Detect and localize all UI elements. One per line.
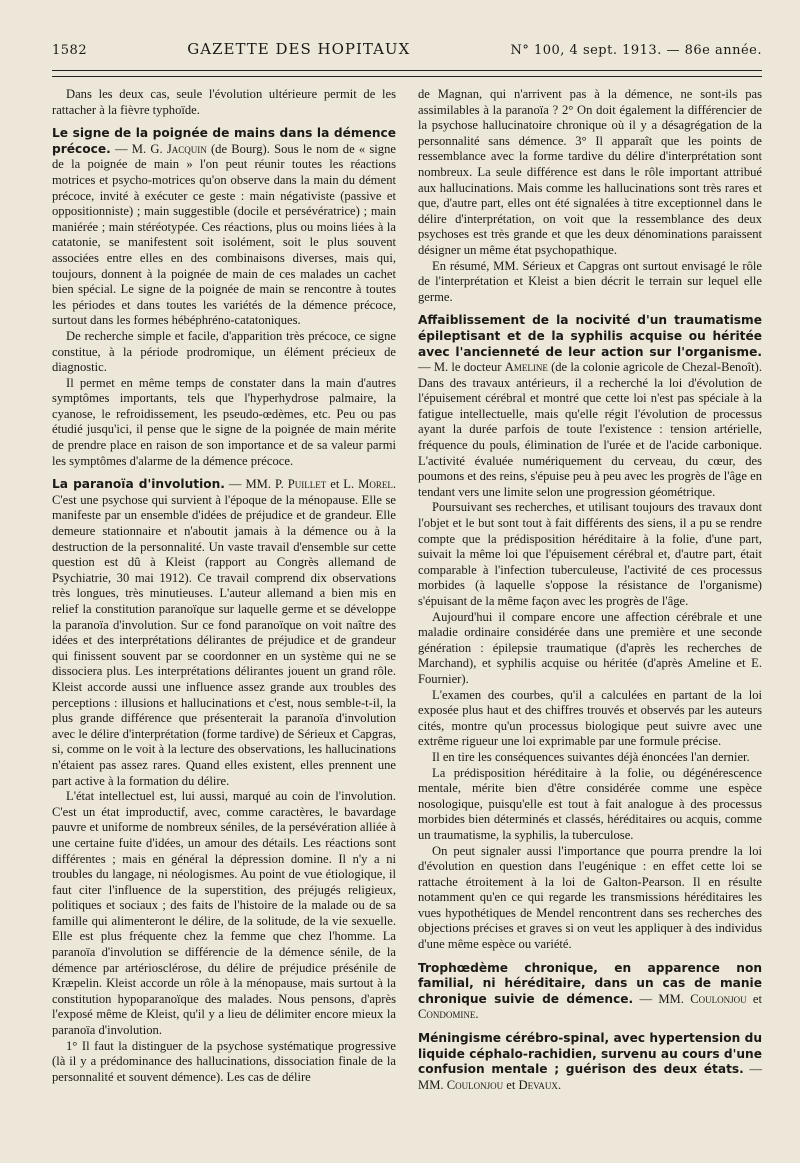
page-header [52,40,762,64]
author-prefix: — MM. [633,991,691,1006]
author-name: Jacquin [166,141,207,156]
section-paranoia-involution [52,477,396,789]
paragraph: La prédisposition héréditaire à la folie, ou dégénérescence mentale, mérite bien d'être considérée comme une espèce nosologique, puisqu'elle est tout à fait analogue à des processus morbides bien déterminés et classés, héréditaires ou acquis, comme un traumatisme, la syphilis, la tuberculose. [418,765,762,842]
section-title: Affaiblissement de la nocivité d'un traumatisme épileptisant et de la syphilis acquise ou héritée avec l'ancienneté de leur action sur l'organisme. [418,313,762,359]
paragraph: L'état intellectuel est, lui aussi, marqué au coin de l'involution. C'est un état improductif, avec, comme caractères, le bavardage pauvre et uniforme de nombreux séniles, de la persévération alliée à une certaine fuite d'idées, un amour des détails. Les réactions sont différentes ; mais en général la dépression domine. Il n'y a ni troubles du langage, ni néologismes. Au point de vue étiologique, il faut citer l'influence de la superstition, des préjugés religieux, politiques et sociaux ; des faits de l'histoire de la malade ou de sa famille qui alimenteront le délire, de la solitude, de la vie sexuelle. Elle est plus fréquente chez la femme que chez l'homme. La paranoïa d'involution se différencie de la démence sénile, de la démence par artériosclérose, du délire de préjudice présénile de Kræpelin. Kleist accorde un rôle à la ménopause, mais surtout à la constitution hypoparanoïque des malades. Nous pensons, d'après l'exposé même de Kleist, qu'il y a lieu de délimiter encore mieux la paranoïa d'involution. [52,789,396,1038]
author-name: Ameline [504,360,548,375]
section-title: Méningisme cérébro-spinal, avec hypertension du liquide céphalo-rachidien, survenu au cours d'une confusion mentale ; guérison des deux états. [418,1031,762,1077]
paragraph: Poursuivant ses recherches, et utilisant toujours des travaux dont l'objet et le but sont tout à fait différents des siens, il a pu se rendre compte que la prédisposition héréditaire à la folie, d'une part, suivait la même loi que l'épuisement cérébral et, d'autre part, était comparable à l'infection tuberculeuse, l'activité de ces processus morbides (à laquelle s'oppose la résistance de l'organisme) s'épuisant de la même façon avec les progrès de l'âge. [418,500,762,608]
author-conjunction: et [503,1077,519,1092]
section-meningisme [418,1031,762,1093]
header-double-rule [52,70,762,77]
paragraph: Dans les deux cas, seule l'évolution ultérieure permit de les rattacher à la fièvre typhoïde. [52,87,396,117]
author-prefix: — MM. P. [224,477,288,492]
author-name: Coulonjou [690,991,747,1006]
author-name: Morel [358,477,393,492]
section-signe-poignee [52,126,396,329]
section-text: . C'est une psychose qui survient à l'époque de la ménopause. Elle se manifeste par un ensemble d'idées de préjudice et de grandeur. Elle demeure stationnaire et n'aboutit jamais à la démence ou à la destruction de la personnalité. Un vaste travail d'ensemble sur cette question est dû à Kleist (rapport au Congrès allemand de Psychiatrie, 30 mai 1912). Ce travail comprend dix observations très longues, très minutieuses. L'auteur allemand a bien mis en relief la constitution paranoïque sur laquelle germe et se développe la paranoïa d'involution. Sur ce fond paranoïque on voit naître des idées et des interprétations délirantes de préjudice et de grandeur qui finissent souvent par se coordonner en un système qui ne se dissociera plus. Les interprétations délirantes jouent un grand rôle. Kleist accorde aussi une influence assez grande aux troubles des perceptions : illusions et hallucinations et c'est, nous semble-t-il, la plus grande différence que présenterait la paranoïa d'involution avec le délire d'interprétation (forme tardive) de Sérieux et Capgras, si, comme on le voit à la lecture des observations, les hallucinations n'étaient pas assez rares. Quand elles existent, elles prennent une part active à la formation du délire. [52,477,396,788]
author-conjunction: et [746,991,762,1006]
author-name: Coulonjou [446,1077,504,1092]
section-end: . [475,1007,479,1022]
author-prefix: — M. G. [110,141,167,156]
right-column [418,87,762,1093]
paragraph: De recherche simple et facile, d'apparition très précoce, ce signe constitue, à la période prodromique, un élément précieux de diagnostic. [52,328,396,375]
author-name: Devaux [518,1077,558,1092]
author-conjunction: et L. [326,477,359,492]
paragraph: Il permet en même temps de constater dans la main d'autres symptômes importants, tels que l'hyperhydrose palmaire, la cyanose, le refroidissement, les pseudo-œdèmes, etc. Peu ou pas étudié jusqu'ici, il pense que le signe de la poignée de main mérite de prendre place en raison de son importance et de sa valeur parmi les symptômes d'alarme de la démence précoce. [52,375,396,468]
author-name: Puillet [287,477,327,492]
paragraph: de Magnan, qui n'arrivent pas à la démence, ne sont-ils pas assimilables à la paranoïa ? 2° On doit également la différencier de la psychose hallucinatoire chronique où il y a désagrégation de la personnalité sans démence. 3° Il apparaît que les points de ressemblance avec la forme tardive du délire d'interprétation sont nombreux. La seule différence est dans le rôle important attribué aux hallucinations. Mais comme les hallucinations sont très rares et que, d'autre part, elles ont été signalées à titre exceptionnel dans le délire d'interprétation, on voit que la ressemblance des deux psychoses est très grande et que les deux dénominations paraissent désigner un même état psychopathique. [418,87,762,257]
author-prefix: — M. le docteur [418,360,505,375]
paragraph: Il en tire les conséquences suivantes déjà énoncées l'an dernier. [432,749,750,764]
left-column [52,87,396,1093]
section-affaiblissement-nocivite [418,313,762,500]
section-text: (de Bourg). Sous le nom de « signe de la poignée de main » l'on peut réunir toutes les réactions motrices et psycho-motrices qu'on observe dans la main du dément précoce, invité à exécuter ce geste : main négativiste (passive et oppositionniste) ; main suggestible (docile et persévératrice) ; main maniérée ; main stéréotypée. Ces réactions, plus ou moins liées à la catatonie, se manifestent soit isolément, soit le plus souvent associées entre elles en des combinaisons diverses, mais qui, toujours, donnent à la poignée de main de ces malades un cachet bien spécial. Le signe de la poignée de main se rencontre à toutes les périodes et dans toutes les variétés de la démence précoce, surtout dans les formes hébéphréno-catatoniques. [52,141,396,328]
journal-title: GAZETTE DES HOPITAUX [187,40,411,58]
paragraph: L'examen des courbes, qu'il a calculées en partant de la loi exposée plus haut et des chiffres trouvés et observés par les auteurs cités, montre qu'un processus biologique peut suivre avec une extrême rigueur une loi exprimable par une formule précise. [418,687,762,749]
author-prefix: — MM. [418,1062,762,1092]
paragraph: 1° Il faut la distinguer de la psychose systématique progressive (là il y a prédominance des hallucinations, dissociation finale de la personnalité et souvent démence). Les cas de délire [52,1038,396,1084]
section-text: (de la colonie agricole de Chezal-Benoît). Dans des travaux antérieurs, il a recherché la loi d'évolution de l'épuisement cérébral et montré que cette loi n'est pas spéciale à la fatigue intellectuelle, mais qu'elle régit l'évolution de processus ayant la durée parfois de toute l'existence : tension artérielle, fréquence du pouls, élimination de l'urée et de l'acide carbonique. L'activité évaluée numériquement du cerveau, du cœur, des poumons et des reins, s'épuise peu à peu avec les progrès de l'âge en tendant vers une limite selon une progression géométrique. [418,360,762,499]
paragraph: On peut signaler aussi l'importance que pourra prendre la loi d'évolution en question dans l'eugénique : en effet cette loi se rattache étroitement à la loi de Galton-Pearson. Il en résulte notamment qu'en ce qui regarde les transmissions héréditaires les vues hypothétiques de Mendel rencontrent dans ses recherches des objections précises et graves si on veut les appliquer à des individus d'une même espèce ou variété. [418,843,762,952]
text-columns [52,87,762,1093]
author-name: Condomine [418,1007,476,1022]
paragraph: Aujourd'hui il compare encore une affection cérébrale et une maladie ordinaire considérée dans une première et une seconde génération : épilepsie traumatique (d'après les recherches de Marchand), et syphilis acquise ou héritée (d'après Ameline et E. Fournier). [418,609,762,686]
section-title: Le signe de la poignée de mains dans la démence précoce. [52,126,396,156]
page-number: 1582 [52,43,88,58]
issue-info: N° 100, 4 sept. 1913. — 86e année. [510,43,762,58]
section-title: Trophœdème chronique, en apparence non familial, ni héréditaire, dans un cas de manie chronique suivie de démence. [418,960,762,1006]
paragraph: En résumé, MM. Sérieux et Capgras ont surtout envisagé le rôle de l'interprétation et Kleist a bien décrit le terrain sur lequel elle germe. [418,258,762,304]
section-trophoedeme [418,961,762,1023]
section-title: La paranoïa d'involution. [52,477,225,492]
section-end: . [557,1077,562,1092]
